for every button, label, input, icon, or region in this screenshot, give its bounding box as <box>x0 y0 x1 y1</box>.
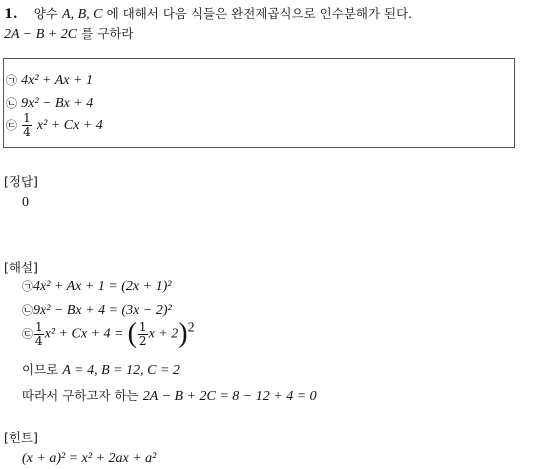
left-paren: ( <box>127 318 137 349</box>
solution-values-line <box>22 360 180 379</box>
problem-text-b: 에 대해서 다음 식들은 완전제곱식으로 인수분해가 된다. <box>106 6 413 21</box>
solution-fraction-numerator: 1 <box>35 319 43 334</box>
problem-question <box>4 24 134 43</box>
rhs-fraction-denominator: 2 <box>138 333 147 348</box>
problem-variables: A, B, C <box>62 7 103 22</box>
solution-conclusion <box>22 386 317 405</box>
condition-2 <box>6 95 93 112</box>
therefore-expression: 2A − B + 2C = 8 − 12 + 4 = 0 <box>142 389 317 404</box>
hint-expression: (x + a)² = x² + 2ax + a² <box>22 451 157 466</box>
rhs-fraction-numerator: 1 <box>138 319 147 334</box>
solution-marker-1: ㉠ <box>22 280 33 293</box>
solution-marker-3: ㉢ <box>22 327 33 341</box>
since-text: 이므로 <box>22 362 59 377</box>
solution-line-1 <box>22 278 171 295</box>
solution-line-3-mid: x² + Cx + 4 = <box>44 326 124 342</box>
marker-1: ㉠ <box>6 74 17 87</box>
solution-fraction-denominator: 4 <box>35 333 43 348</box>
fraction-denominator: 4 <box>23 125 31 139</box>
condition-2-expr: 9x² − Bx + 4 <box>21 96 94 111</box>
solution-label: [해설] <box>4 260 38 275</box>
answer-label: [정답] <box>4 174 38 189</box>
condition-1-expr: 4x² + Ax + 1 <box>21 73 93 88</box>
answer-value: 0 <box>22 195 29 210</box>
problem-statement <box>4 4 412 23</box>
since-values: A = 4, B = 12, C = 2 <box>62 363 180 378</box>
hint-label: [힌트] <box>4 430 38 445</box>
solution-line-3 <box>22 318 195 350</box>
condition-1 <box>6 72 93 89</box>
rhs-tail: x + 2 <box>148 326 179 342</box>
condition-3-expr: x² + Cx + 4 <box>36 118 103 133</box>
solution-line-2 <box>22 302 172 319</box>
marker-2: ㉡ <box>6 97 17 110</box>
condition-3-fraction <box>22 112 32 139</box>
marker-3: ㉢ <box>6 119 17 132</box>
condition-3 <box>6 112 103 139</box>
target-expression: 2A − B + 2C <box>4 27 78 42</box>
solution-marker-2: ㉡ <box>22 304 33 317</box>
solution-line-3-fraction <box>34 321 44 348</box>
solution-line-2-expr: 9x² − Bx + 4 = (3x − 2)² <box>33 303 172 318</box>
therefore-text: 따라서 구하고자 하는 <box>22 388 139 403</box>
right-paren: ) <box>178 318 188 349</box>
problem-number: 1. <box>4 7 18 22</box>
fraction-numerator: 1 <box>23 111 31 125</box>
problem-text-a: 양수 <box>33 6 58 21</box>
question-text: 를 구하라 <box>81 26 134 41</box>
rhs-fraction <box>138 321 148 348</box>
solution-line-1-expr: 4x² + Ax + 1 = (2x + 1)² <box>33 279 172 294</box>
rhs-exponent: 2 <box>187 320 195 336</box>
